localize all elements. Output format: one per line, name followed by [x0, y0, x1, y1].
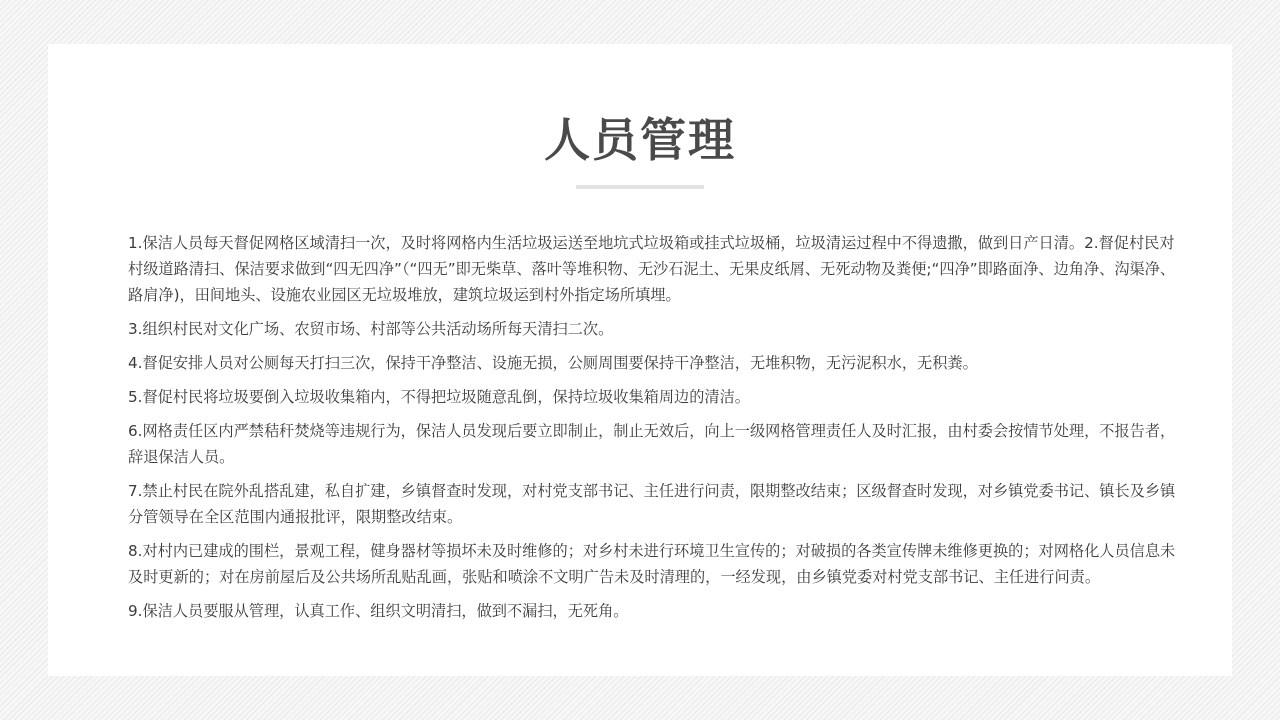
title-divider [576, 185, 704, 189]
rule-paragraph-8: 8.对村内已建成的围栏，景观工程，健身器材等损坏未及时维修的；对乡村未进行环境卫生宣传的；对破损的各类宣传牌未维修更换的；对网格化人员信息未及时更新的；对在房前屋后及公共场所乱贴乱画，张贴和喷涂不文明广告未及时清理的，一经发现，由乡镇党委对村党支部书记、主任进行问责。 [128, 542, 1176, 586]
rule-paragraph-1: 1.保洁人员每天督促网格区域清扫一次，及时将网格内生活垃圾运送至地坑式垃圾箱或挂式垃圾桶，垃圾清运过程中不得遗撒，做到日产日清。2.督促村民对村级道路清扫、保洁要求做到“四无四净”（“四无”即无柴草、落叶等堆积物、无沙石泥土、无果皮纸屑、无死动物及粪便;“四净”即路面净、边角净、沟渠净、路肩净)，田间地头、设施农业园区无垃圾堆放，建筑垃圾运到村外指定场所填埋。 [128, 234, 1176, 304]
rule-paragraph-5: 5.督促村民将垃圾要倒入垃圾收集箱内，不得把垃圾随意乱倒，保持垃圾收集箱周边的清洁。 [128, 388, 750, 406]
rule-paragraph-6: 6.网格责任区内严禁秸秆焚烧等违规行为，保洁人员发现后要立即制止，制止无效后，向上一级网格管理责任人及时汇报，由村委会按情节处理，不报告者，辞退保洁人员。 [128, 422, 1176, 466]
rule-paragraph-4: 4.督促安排人员对公厕每天打扫三次，保持干净整洁、设施无损，公厕周围要保持干净整洁，无堆积物，无污泥积水，无积粪。 [128, 354, 978, 372]
content-card [48, 44, 1232, 676]
rule-paragraph-9: 9.保洁人员要服从管理，认真工作、组织文明清扫，做到不漏扫，无死角。 [128, 602, 629, 620]
rule-paragraph-3: 3.组织村民对文化广场、农贸市场、村部等公共活动场所每天清扫二次。 [128, 320, 614, 338]
rules-list [128, 230, 1178, 632]
page-title: 人员管理 [544, 113, 736, 167]
rule-paragraph-7: 7.禁止村民在院外乱搭乱建，私自扩建，乡镇督查时发现，对村党支部书记、主任进行问责，限期整改结束；区级督查时发现，对乡镇党委书记、镇长及乡镇分管领导在全区范围内通报批评，限期整改结束。 [128, 482, 1176, 526]
